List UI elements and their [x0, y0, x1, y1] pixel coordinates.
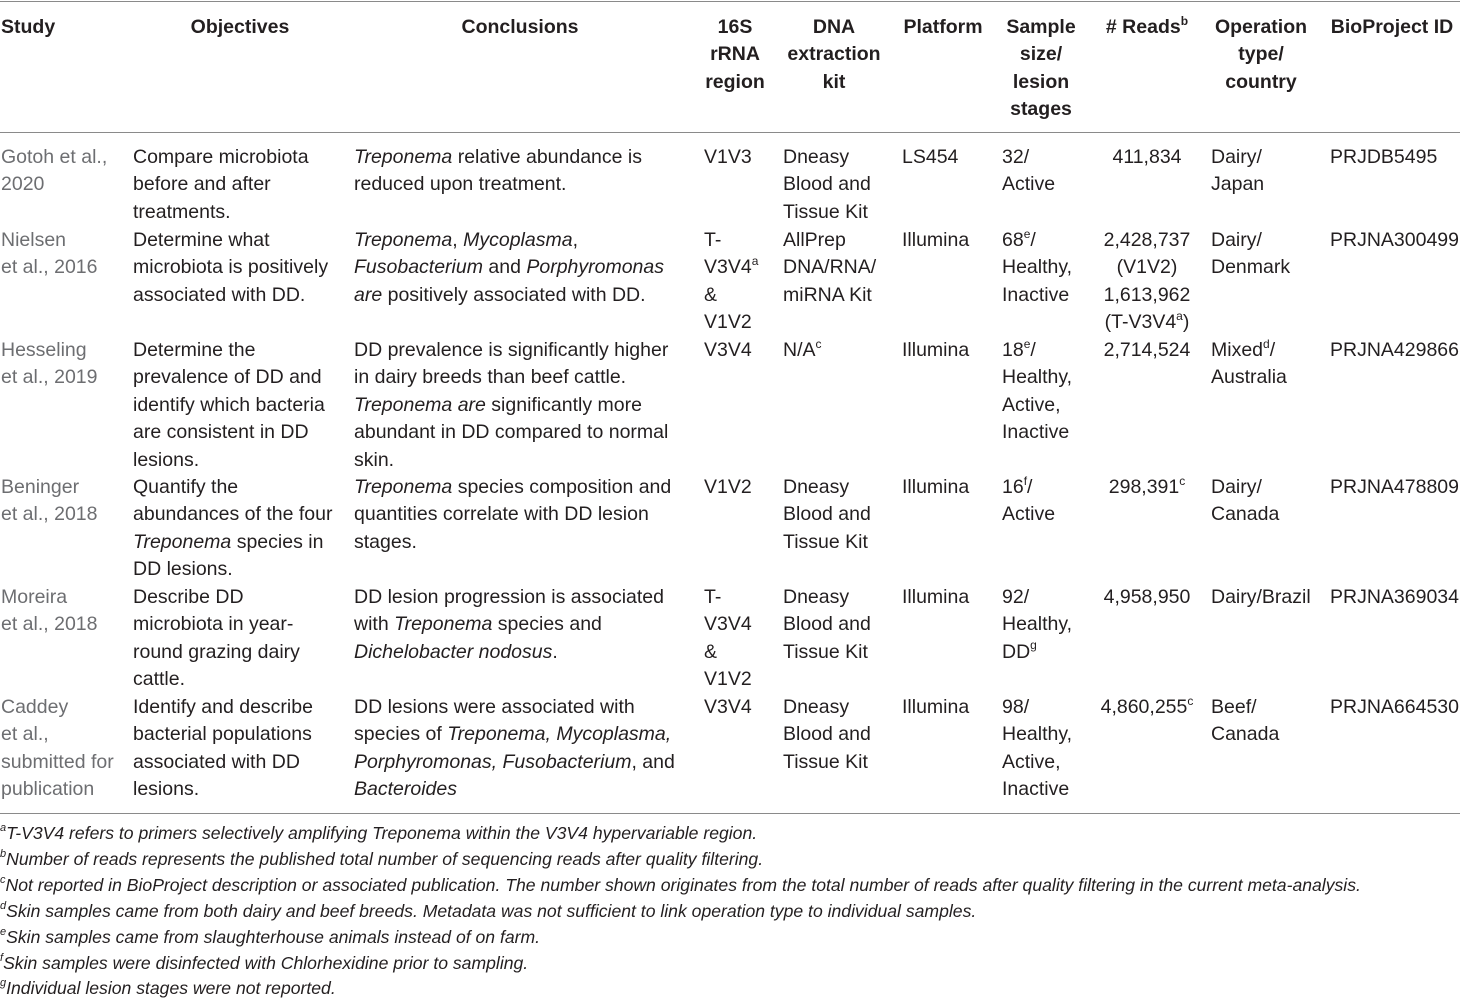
- cell-operation: Beef/ Canada: [1211, 696, 1280, 746]
- cell-bioproject: PRJNA300499: [1330, 229, 1459, 251]
- cell-platform: Illumina: [902, 586, 970, 608]
- cell-reads: 2,428,737 (V1V2) 1,613,962 (T-V3V4$^a$): [1103, 229, 1191, 334]
- cell-16s-region: T- V3V4$^a$ & V1V2: [704, 229, 759, 334]
- cell-dna-kit: Dneasy Blood and Tissue Kit: [783, 476, 871, 553]
- cell-conclusions: DD lesion progression is associated with Treponema species and Dichelobacter nodosus.: [354, 586, 664, 663]
- cell-objectives: Compare microbiota before and after treatments.: [133, 146, 309, 223]
- header-reads-label: # Reads: [1105, 16, 1181, 38]
- cell-sample-size: 18e/ Healthy, Active, Inactive: [1002, 336, 1073, 444]
- footnote-text: Not reported in BioProject description or associated publication. The number shown originates from the total number of reads after quality filtering in the current meta-analysis.: [5, 875, 1361, 895]
- cell-objectives: Determine what microbiota is positively associated with DD.: [133, 229, 329, 306]
- cell-study: Gotoh et al., 2020: [1, 146, 108, 196]
- cell-conclusions: Treponema species composition and quantities correlate with DD lesion stages.: [354, 476, 672, 553]
- footnote: [0, 975, 1460, 1001]
- cell-dna-kit: [783, 337, 822, 364]
- cell-conclusions: Treponema, Mycoplasma, Fusobacterium and Porphyromonas are positively associated with DD.: [354, 229, 664, 306]
- footnote-mark: a: [0, 822, 7, 835]
- cell-study: Caddey et al., submitted for publication: [1, 696, 114, 801]
- cell-sample-size: 16$^f$/ Active: [1002, 473, 1056, 526]
- footnote-text: T-V3V4 refers to primers selectively amplifying Treponema within the V3V4 hypervariable region.: [6, 823, 758, 843]
- header-sample-size: Sample size/ lesion stages: [1006, 16, 1076, 121]
- footnote-mark: f: [0, 952, 4, 965]
- cell-sample-size: 68e/ Healthy, Inactive: [1002, 226, 1073, 306]
- cell-16s-region: V1V3: [704, 146, 752, 168]
- cell-objectives: Quantify the abundances of the four Treponema species in DD lesions.: [133, 476, 333, 581]
- cell-platform: LS454: [902, 146, 959, 168]
- footnote-mark: d: [0, 900, 7, 913]
- footnote-text: Skin samples came from slaughterhouse animals instead of on farm.: [6, 927, 541, 947]
- footnote: [0, 872, 1460, 898]
- cell-16s-region: T- V3V4 & V1V2: [704, 586, 752, 691]
- cell-study: Hesseling et al., 2019: [1, 339, 98, 389]
- cell-operation: Dairy/ Canada: [1211, 476, 1280, 526]
- cell-bioproject: PRJNA664530: [1330, 696, 1459, 718]
- footnote-text: Skin samples were disinfected with Chlorhexidine prior to sampling.: [3, 953, 529, 973]
- cell-bioproject: PRJNA478809: [1330, 476, 1459, 498]
- cell-operation: Dairy/ Denmark: [1211, 229, 1291, 279]
- header-reads: [1092, 14, 1202, 41]
- cell-platform: Illumina: [902, 339, 970, 361]
- cell-study: Beninger et al., 2018: [1, 476, 98, 526]
- footnote-mark: g: [0, 977, 7, 990]
- cell-bioproject: PRJNA429866: [1330, 339, 1459, 361]
- footnote-text: Number of reads represents the published total number of sequencing reads after quality filtering.: [6, 849, 764, 869]
- header-reads-footnote-mark: b: [1180, 13, 1189, 28]
- footnote-mark: e: [0, 926, 7, 939]
- header-bioproject: BioProject ID: [1330, 16, 1454, 38]
- cell-16s-region: V3V4: [704, 696, 752, 718]
- footnote: [0, 950, 1460, 976]
- footnote-text: Skin samples came from both dairy and beef breeds. Metadata was not sufficient to link operation type to individual samples.: [6, 901, 977, 921]
- footnote-mark: c: [0, 874, 6, 887]
- cell-16s-region: V3V4: [704, 339, 752, 361]
- cell-dna-kit: Dneasy Blood and Tissue Kit: [783, 586, 871, 663]
- cell-platform: Illumina: [902, 476, 970, 498]
- header-operation: Operation type/ country: [1214, 16, 1308, 93]
- cell-study: Moreira et al., 2018: [1, 586, 98, 636]
- header-study: Study: [1, 16, 56, 38]
- cell-platform: Illumina: [902, 229, 970, 251]
- cell-bioproject: PRJDB5495: [1330, 146, 1438, 168]
- cell-dna-kit: Dneasy Blood and Tissue Kit: [783, 146, 871, 223]
- footnote: [0, 846, 1460, 872]
- header-objectives: Objectives: [190, 16, 290, 38]
- header-16s-region: 16S rRNA region: [705, 16, 765, 93]
- cell-dna-kit-footnote-mark: c: [815, 336, 822, 351]
- cell-conclusions: DD prevalence is significantly higher in dairy breeds than beef cattle. Treponema are significantly more abundant in DD compared to normal skin.: [354, 339, 669, 471]
- header-conclusions: Conclusions: [461, 16, 579, 38]
- cell-operation: Dairy/ Japan: [1211, 146, 1265, 196]
- cell-platform: Illumina: [902, 696, 970, 718]
- top-rule: [0, 1, 1460, 2]
- cell-operation: Mixed$^d$/ Australia: [1211, 336, 1287, 389]
- cell-objectives: Describe DD microbiota in year- round grazing dairy cattle.: [133, 586, 300, 691]
- cell-dna-kit-text: N/A: [783, 339, 816, 361]
- cell-bioproject: PRJNA369034: [1330, 586, 1459, 608]
- footnote-mark: b: [0, 848, 7, 861]
- cell-objectives: Determine the prevalence of DD and identify which bacteria are consistent in DD lesions.: [133, 339, 325, 471]
- footnote: [0, 898, 1460, 924]
- cell-reads: 2,714,524: [1103, 339, 1191, 361]
- cell-16s-region: V1V2: [704, 476, 752, 498]
- footnote-text: Individual lesion stages were not reported.: [6, 978, 336, 998]
- cell-dna-kit: AllPrep DNA/RNA/ miRNA Kit: [783, 229, 877, 306]
- cell-reads: 411,834: [1112, 146, 1182, 168]
- cell-study: Nielsen et al., 2016: [1, 229, 98, 279]
- cell-conclusions: DD lesions were associated with species of Treponema, Mycoplasma, Porphyromonas, Fusobacterium, and Bacteroides: [354, 696, 675, 801]
- cell-reads: 4,958,950: [1103, 586, 1191, 608]
- cell-operation: Dairy/Brazil: [1211, 586, 1311, 608]
- header-platform: Platform: [903, 16, 983, 38]
- cell-objectives: Identify and describe bacterial populations associated with DD lesions.: [133, 696, 313, 801]
- cell-sample-size: 92/ Healthy, $DD^g$: [1002, 586, 1073, 663]
- cell-sample-size: 98/ Healthy, Active, Inactive: [1002, 696, 1073, 801]
- footnote: [0, 820, 1460, 846]
- header-dna-kit: DNA extraction kit: [787, 16, 881, 93]
- footnote: [0, 924, 1460, 950]
- cell-conclusions: Treponema relative abundance is reduced upon treatment.: [354, 146, 642, 196]
- cell-reads: 298,391$^c$: [1108, 473, 1186, 498]
- cell-reads: 4,860,255$^c$: [1100, 693, 1194, 718]
- cell-dna-kit: Dneasy Blood and Tissue Kit: [783, 696, 871, 773]
- cell-sample-size: 32/ Active: [1002, 146, 1056, 196]
- header-rule: [0, 132, 1460, 133]
- bottom-rule: [0, 813, 1460, 814]
